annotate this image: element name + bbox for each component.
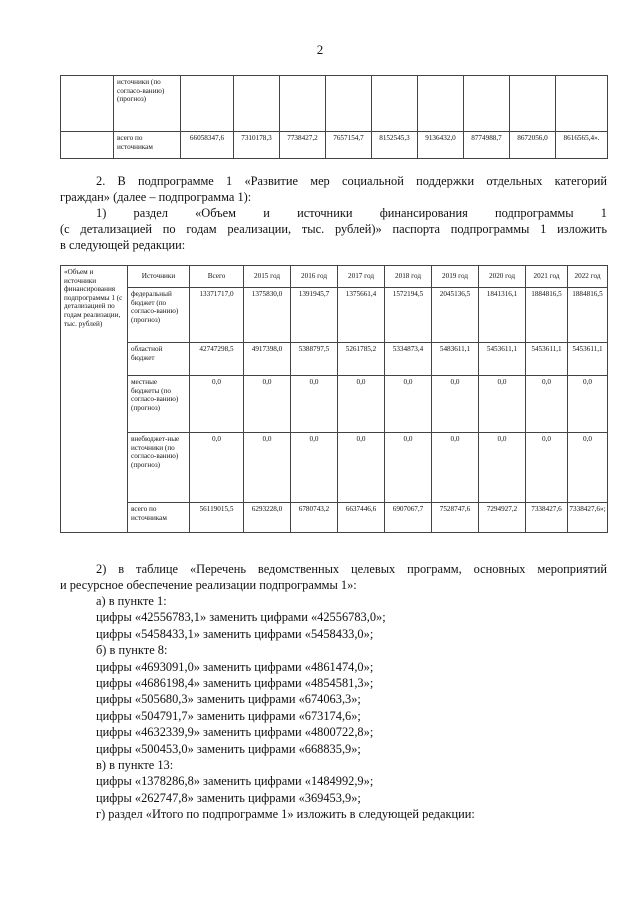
list-item: б) в пункте 8: [96, 643, 168, 658]
table-cell: 0,0 [479, 376, 526, 433]
table-cell [372, 76, 418, 132]
table-cell: 0,0 [385, 376, 432, 433]
table-cell: 8774988,7 [464, 132, 510, 159]
row-label: федеральный бюджет (по согласо-ванию) (прогноз) [128, 288, 190, 343]
column-header: 2015 год [244, 266, 291, 288]
table-row [61, 376, 608, 433]
section-paragraph-line1: 2. В подпрограмме 1 «Развитие мер социальной поддержки отдельных категорий [96, 174, 607, 188]
table-cell: 1375661,4 [338, 288, 385, 343]
list-item: цифры «1378286,8» заменить цифрами «1484992,9»; [96, 774, 374, 789]
table-cell: 0,0 [526, 433, 568, 503]
list-item: цифры «42556783,1» заменить цифрами «42556783,0»; [96, 610, 386, 625]
table-cell [61, 132, 114, 159]
list-item: в) в пункте 13: [96, 758, 174, 773]
row-label: внебюджет-ные источники (по согласо-ванию) (прогноз) [128, 433, 190, 503]
table-cell [326, 76, 372, 132]
table-cell: 0,0 [190, 376, 244, 433]
list-item: г) раздел «Итого по подпрограмме 1» изложить в следующей редакции: [96, 807, 475, 822]
table-cell: 5388797,5 [291, 343, 338, 376]
table-cell: 7338427,6 [526, 503, 568, 533]
list-item: цифры «4686198,4» заменить цифрами «4854581,3»; [96, 676, 374, 691]
table-cell: 1884816,5 [568, 288, 608, 343]
table-cell: 5261785,2 [338, 343, 385, 376]
table-cell: 42747298,5 [190, 343, 244, 376]
list-item: цифры «504791,7» заменить цифрами «673174,6»; [96, 708, 361, 723]
table-cell: 5453611,1 [479, 343, 526, 376]
list-item: а) в пункте 1: [96, 594, 167, 608]
column-header: Источники [128, 266, 190, 288]
table-cell: 56119015,5 [190, 503, 244, 533]
table-cell: 0,0 [385, 433, 432, 503]
item1-line2: (с детализацией по годам реализации, тыс. рублей)» паспорта подпрограммы 1 изложить [60, 222, 607, 236]
table-cell [61, 76, 114, 132]
table-cell: 6907067,7 [385, 503, 432, 533]
row-label: областной бюджет [128, 343, 190, 376]
table-cell: 0,0 [244, 376, 291, 433]
table-cell: 7294927,2 [479, 503, 526, 533]
table-cell: 0,0 [291, 376, 338, 433]
replacement-list [60, 593, 620, 823]
table-title-cell: «Объем и источники финансирования подпрограммы 1 (с детализацией по годам реализации, тыс. рублей) [61, 266, 128, 533]
table-cell: 1572194,5 [385, 288, 432, 343]
table-cell [181, 76, 234, 132]
section-paragraph-line2: граждан» (далее – подпрограмма 1): [60, 190, 252, 204]
table-cell: 0,0 [432, 376, 479, 433]
table-cell [418, 76, 464, 132]
row-label: источники (по согласо-ванию) (прогноз) [114, 76, 181, 132]
row-label: всего по источникам [128, 503, 190, 533]
table-row [61, 132, 608, 159]
funding-sources-table [60, 265, 608, 533]
table-cell: 7528747,6 [432, 503, 479, 533]
table-cell: 5334873,4 [385, 343, 432, 376]
table-cell: 0,0 [291, 433, 338, 503]
table-cell: 7338427,6»; [568, 503, 608, 533]
table-cell: 0,0 [568, 376, 608, 433]
table-row [61, 433, 608, 503]
table-cell: 6293228,0 [244, 503, 291, 533]
table-cell: 0,0 [479, 433, 526, 503]
column-header: 2022 год [568, 266, 608, 288]
row-label: местные бюджеты (по согласо-ванию) (прогноз) [128, 376, 190, 433]
table-cell: 0,0 [244, 433, 291, 503]
item2-line2: и ресурсное обеспечение реализации подпрограммы 1»: [60, 578, 357, 592]
table-row [61, 343, 608, 376]
table-cell: 6637446,6 [338, 503, 385, 533]
item2-line1: 2) в таблице «Перечень ведомственных целевых программ, основных мероприятий [96, 562, 607, 576]
list-item: цифры «5458433,1» заменить цифрами «5458433,0»; [96, 626, 374, 641]
table-cell: 4917398,0 [244, 343, 291, 376]
table-cell [280, 76, 326, 132]
table-cell: 5453611,1 [568, 343, 608, 376]
page-number: 2 [316, 42, 324, 57]
continued-funding-table [60, 75, 608, 159]
table-cell: 1841316,1 [479, 288, 526, 343]
table-cell [464, 76, 510, 132]
table-cell [556, 76, 608, 132]
table-cell: 7310178,3 [234, 132, 280, 159]
item1-line3: в следующей редакции: [60, 238, 186, 252]
table-row [61, 288, 608, 343]
table-row [61, 76, 608, 132]
list-item: цифры «505680,3» заменить цифрами «674063,3»; [96, 692, 361, 707]
table-row [61, 503, 608, 533]
table-cell: 1391945,7 [291, 288, 338, 343]
table-cell: 7738427,2 [280, 132, 326, 159]
row-label: всего по источникам [114, 132, 181, 159]
column-header: Всего [190, 266, 244, 288]
list-item: цифры «4632339,9» заменить цифрами «4800722,8»; [96, 725, 374, 740]
table-cell: 5483611,1 [432, 343, 479, 376]
table-cell: 5453611,1 [526, 343, 568, 376]
table-cell: 66058347,6 [181, 132, 234, 159]
list-item: цифры «4693091,0» заменить цифрами «4861474,0»; [96, 659, 374, 674]
table-cell: 1375830,0 [244, 288, 291, 343]
column-header: 2016 год [291, 266, 338, 288]
list-item: цифры «500453,0» заменить цифрами «668835,9»; [96, 741, 361, 756]
table-cell: 0,0 [568, 433, 608, 503]
table-cell [510, 76, 556, 132]
column-header: 2020 год [479, 266, 526, 288]
table-cell [234, 76, 280, 132]
column-header: 2017 год [338, 266, 385, 288]
table-cell: 6780743,2 [291, 503, 338, 533]
table-cell: 8672056,0 [510, 132, 556, 159]
table-cell: 0,0 [338, 376, 385, 433]
column-header: 2018 год [385, 266, 432, 288]
table-cell: 8616565,4». [556, 132, 608, 159]
column-header: 2021 год [526, 266, 568, 288]
table-cell: 0,0 [432, 433, 479, 503]
list-item: цифры «262747,8» заменить цифрами «369453,9»; [96, 790, 361, 805]
table-cell: 2045136,5 [432, 288, 479, 343]
table-cell: 1884816,5 [526, 288, 568, 343]
table-header-row [61, 266, 608, 288]
table-cell: 0,0 [190, 433, 244, 503]
column-header: 2019 год [432, 266, 479, 288]
item1-line1: 1) раздел «Объем и источники финансирования подпрограммы 1 [96, 206, 607, 220]
table-cell: 0,0 [526, 376, 568, 433]
table-cell: 0,0 [338, 433, 385, 503]
table-cell: 9136432,0 [418, 132, 464, 159]
table-cell: 8152545,3 [372, 132, 418, 159]
table-cell: 13371717,0 [190, 288, 244, 343]
table-cell: 7657154,7 [326, 132, 372, 159]
